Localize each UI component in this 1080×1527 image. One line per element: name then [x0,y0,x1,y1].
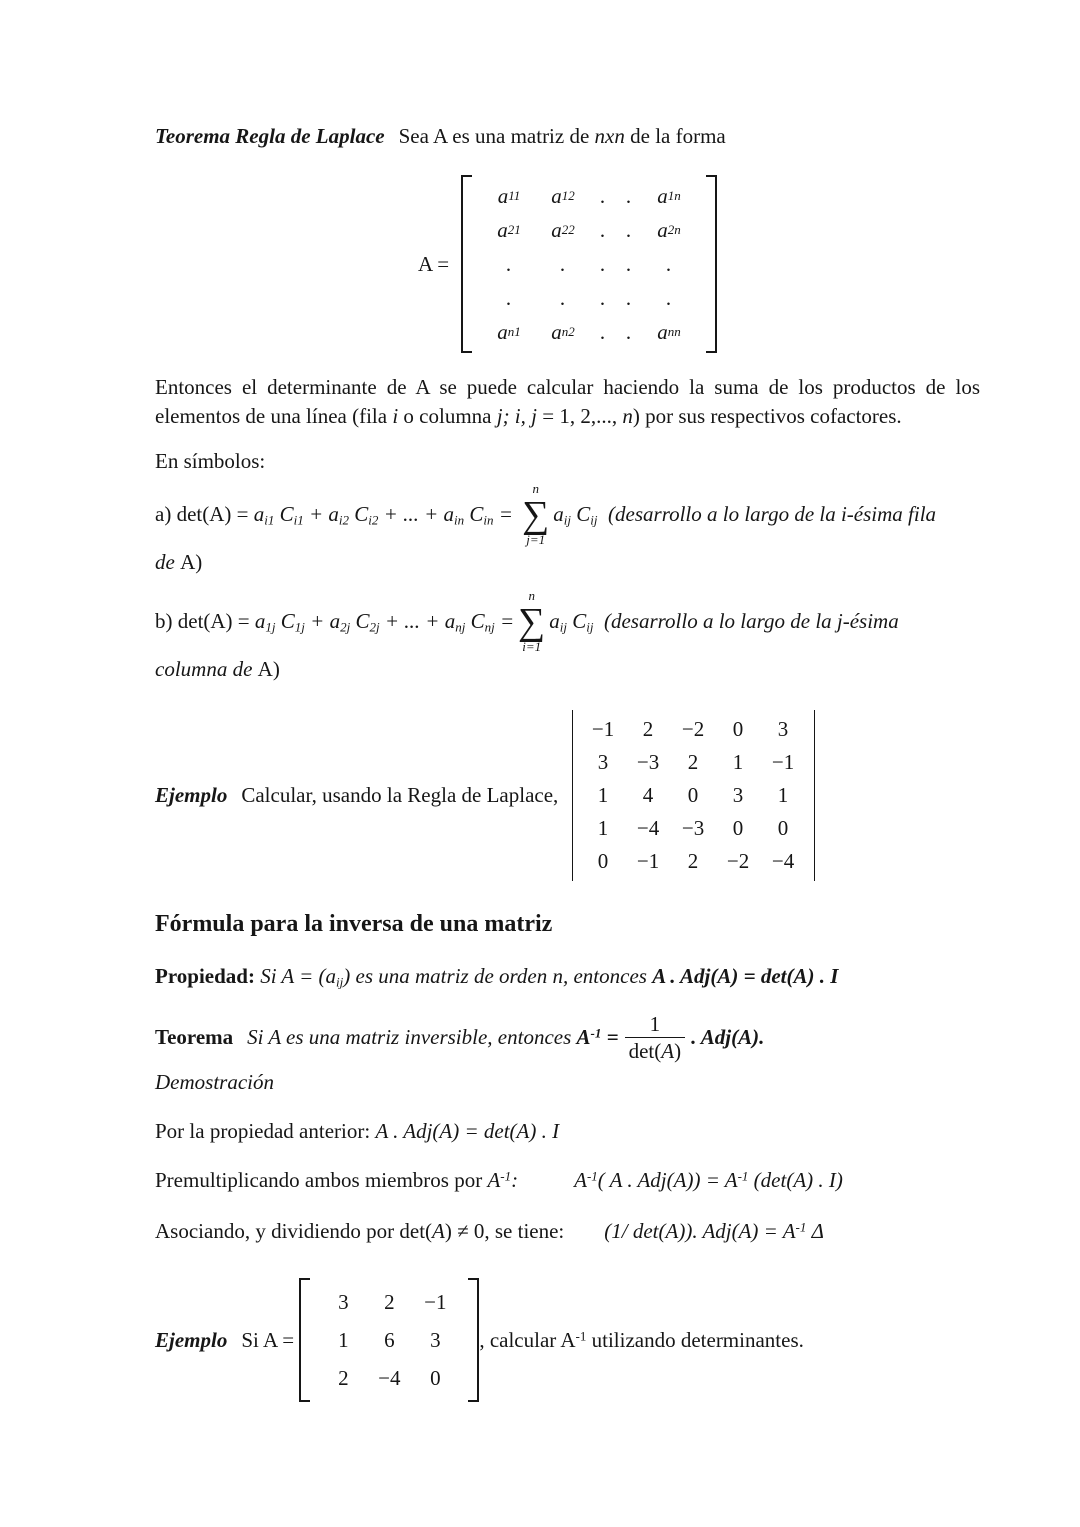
text-run: de la forma [624,124,726,148]
matrix-cell: −1 [771,749,795,774]
summation-upper-limit: n [532,480,539,496]
matrix-row [482,247,696,281]
text-run: b) det(A) = [155,609,255,634]
text-run: j; i, j [496,403,537,428]
matrix-cell: 2 [687,749,699,774]
text-run: de [155,549,181,574]
matrix-cell: 6 [384,1327,395,1352]
matrix-cell: . [506,285,512,310]
matrix-cell: . [506,251,512,276]
formula-b-rhs [549,609,899,634]
text-run: $a_{ij}$ $C_{ij}$ (desarrollo a lo largo de la i-ésima fila [553,502,937,529]
summation-operator [522,482,549,548]
matrix-cell: 0 [732,815,744,840]
matrix-cell: 3 [338,1289,349,1314]
matrix-row [482,213,696,247]
matrix-cell: a 12 [551,183,575,208]
matrix-bracket-right [706,175,717,353]
formula-a-rhs [553,502,936,527]
example-matrix [299,1278,479,1402]
text-run: Ejemplo [155,782,228,807]
matrix-cell: 1 [732,749,744,774]
text-run: $a_{ij}$ $C_{ij}$ (desarrollo a lo largo de la j-ésima [549,609,899,636]
text-run: = 1, 2,..., [536,403,623,428]
fraction-numerator: 1 [649,1011,661,1036]
matrix-cell: . [626,251,632,276]
matrix-row [581,812,806,845]
laplace-example-label [155,783,564,808]
laplace-formula-row-expansion [155,482,980,548]
matrix-cell: −4 [636,815,660,840]
text-run: Si $A = (a_{ij})$ es una matriz de orden n, entonces [260,963,653,990]
text-run: , calcular $A^{-1}$ utilizando determinantes. [479,1327,804,1352]
matrix-cell: . [626,183,632,208]
matrix-cell: a 21 [497,217,521,242]
text-run: Teorema Regla de Laplace [155,124,385,148]
formula-b-continuation [155,657,980,682]
symbols-label: En símbolos: [155,448,266,473]
propiedad-statement [155,964,980,989]
text-run: A) [257,656,280,681]
matrix-cell: . [600,183,606,208]
matrix-a [461,175,717,353]
matrix-cell: 1 [597,782,609,807]
text-run: i [392,403,399,428]
text-run: a) det(A) = [155,502,254,527]
text-run: (1/ det(A)). $Adj(A) = A^{-1}$ Δ [604,1219,824,1244]
text-run: columna de [155,656,258,681]
matrix-cell: 2 [642,716,654,741]
text-run: Ejemplo [155,1327,228,1352]
matrix-cell: a n2 [551,319,575,344]
matrix-row [320,1359,458,1397]
matrix-bracket-left [461,175,472,353]
inverse-example [155,1278,980,1402]
matrix-row [581,845,806,878]
text-run: Asociando, y dividiendo por det( [155,1219,433,1244]
inverse-fraction [625,1011,685,1065]
matrix-cell: −4 [771,848,795,873]
determinant-paragraph [155,373,980,431]
formula-a-lhs [155,502,518,527]
text-run: A . Adj(A) = det(A) . I [375,1119,560,1144]
text-run: Sea A es una matriz de [398,124,595,148]
matrix-cell: 3 [597,749,609,774]
matrix-cell: . [560,251,566,276]
matrix-cell: . [600,319,606,344]
summation-operator [518,589,545,655]
text-run: Si A = [241,1327,300,1352]
matrix-cell: . [600,217,606,242]
text-run: n [622,403,633,428]
matrix-row [320,1283,458,1321]
inverse-example-label [155,1328,299,1353]
text-run: nxn [594,124,625,148]
demostracion-label: Demostración [155,1070,274,1095]
matrix-cell: 0 [597,848,609,873]
inverse-example-tail [479,1328,804,1353]
example-determinant [572,710,815,881]
matrix-cell: . [626,319,632,344]
text-run: A) [180,549,203,574]
matrix-cell: 0 [732,716,744,741]
text-run: det( [628,1039,662,1064]
matrix-cell: 1 [338,1327,349,1352]
matrix-cell: 0 [777,815,789,840]
matrix-cell: 0 [430,1365,441,1390]
matrix-cell: 4 [642,782,654,807]
matrix-cell: . [666,251,672,276]
summation-lower-limit: i=1 [522,638,542,654]
matrix-row [581,713,806,746]
matrix-cell: 2 [384,1289,395,1314]
matrix-row [581,746,806,779]
matrix-a-grid [472,175,706,353]
matrix-cell: 3 [777,716,789,741]
determinant-grid [573,710,814,881]
matrix-cell: 2 [338,1365,349,1390]
text-run: Por la propiedad anterior: [155,1119,376,1144]
matrix-row [482,179,696,213]
text-run: $a_{1j}$ $C_{1j} + a_{2j}$ $C_{2j}$ + ... + $a_{nj}$ $C_{nj}$ = [254,609,515,636]
fraction-denominator [625,1037,685,1064]
text-run: Teorema [155,1025,234,1050]
text-run: o columna [398,403,497,428]
matrix-cell: 2 [687,848,699,873]
text-run: A . Adj(A) = det(A) . I [652,963,839,988]
matrix-cell: 1 [777,782,789,807]
matrix-cell: −2 [726,848,750,873]
formula-a-continuation [155,550,980,575]
text-run: A [661,1039,675,1064]
matrix-a-label: A = [417,251,450,276]
matrix-cell: −3 [681,815,705,840]
matrix-cell: 3 [732,782,744,807]
matrix-row [482,315,696,349]
proof-step-3 [155,1219,980,1244]
text-run: Entonces el determinante de A se puede calcular haciendo la suma de los productos de los elementos de una línea (fila [155,375,980,428]
matrix-cell: −4 [378,1365,401,1390]
matrix-cell: a 22 [551,217,575,242]
text-run: $A^{-1}$( A . $Adj(A)) = A^{-1}$ (det(A) . I) [574,1168,843,1193]
matrix-cell: . [560,285,566,310]
matrix-cell: −1 [424,1289,447,1314]
matrix-cell: a 2n [657,217,681,242]
summation-upper-limit: n [528,587,535,603]
matrix-cell: a 1n [657,183,681,208]
matrix-cell: . [666,285,672,310]
text-run: Premultiplicando ambos miembros por [155,1168,488,1193]
matrix-cell: a 11 [497,183,521,208]
inverse-theorem-text [155,1025,619,1050]
example-matrix-grid [310,1278,468,1402]
sigma-icon: ∑ [522,493,550,536]
sigma-icon: ∑ [518,600,546,643]
matrix-cell: −1 [636,848,660,873]
matrix-cell: . [626,217,632,242]
text-run: ) por sus respectivos cofactores. [632,403,902,428]
matrix-row [581,779,806,812]
text-run: Calcular, usando la Regla de Laplace, [241,782,564,807]
matrix-bracket-left [299,1278,310,1402]
text-run: $A^{-1}$ = [576,1025,619,1050]
proof-step-1 [155,1119,980,1144]
matrix-cell: −1 [591,716,615,741]
text-run: Propiedad: [155,963,261,988]
text-run: A [432,1219,445,1244]
laplace-theorem-title [155,124,980,149]
formula-b-lhs [155,609,514,634]
matrix-cell: a nn [657,319,681,344]
matrix-a-equation [155,175,980,353]
matrix-row [320,1321,458,1359]
text-run: Si A es una matriz inversible, entonces [247,1025,577,1050]
matrix-cell: −2 [681,716,705,741]
determinant-bar-right [814,710,815,881]
matrix-a-equation-row [418,175,717,353]
text-run: . Adj(A). [691,1025,765,1050]
matrix-bracket-right [468,1278,479,1402]
inverse-theorem-tail [691,1025,764,1050]
matrix-cell: −3 [636,749,660,774]
text-run: ) [674,1039,682,1064]
matrix-row [482,281,696,315]
inverse-theorem [155,1011,980,1065]
laplace-example [155,710,980,881]
matrix-cell: a n1 [497,319,521,344]
text-run: $a_{i1}$ $C_{i1} + a_{i2}$ $C_{i2}$ + ... + $a_{in}$ $C_{in}$ = [253,502,519,529]
matrix-cell: . [626,285,632,310]
text-run: ) ≠ 0, se tiene: [444,1219,565,1244]
summation-lower-limit: j=1 [526,531,546,547]
matrix-cell: . [600,251,606,276]
proof-step-2 [155,1168,980,1193]
matrix-cell: 0 [687,782,699,807]
laplace-formula-column-expansion [155,589,980,655]
inverse-section-heading: Fórmula para la inversa de una matriz [155,910,553,937]
matrix-cell: . [600,285,606,310]
matrix-cell: 1 [597,815,609,840]
matrix-cell: 3 [430,1327,441,1352]
text-run: $A^{-1}$: [487,1168,519,1193]
